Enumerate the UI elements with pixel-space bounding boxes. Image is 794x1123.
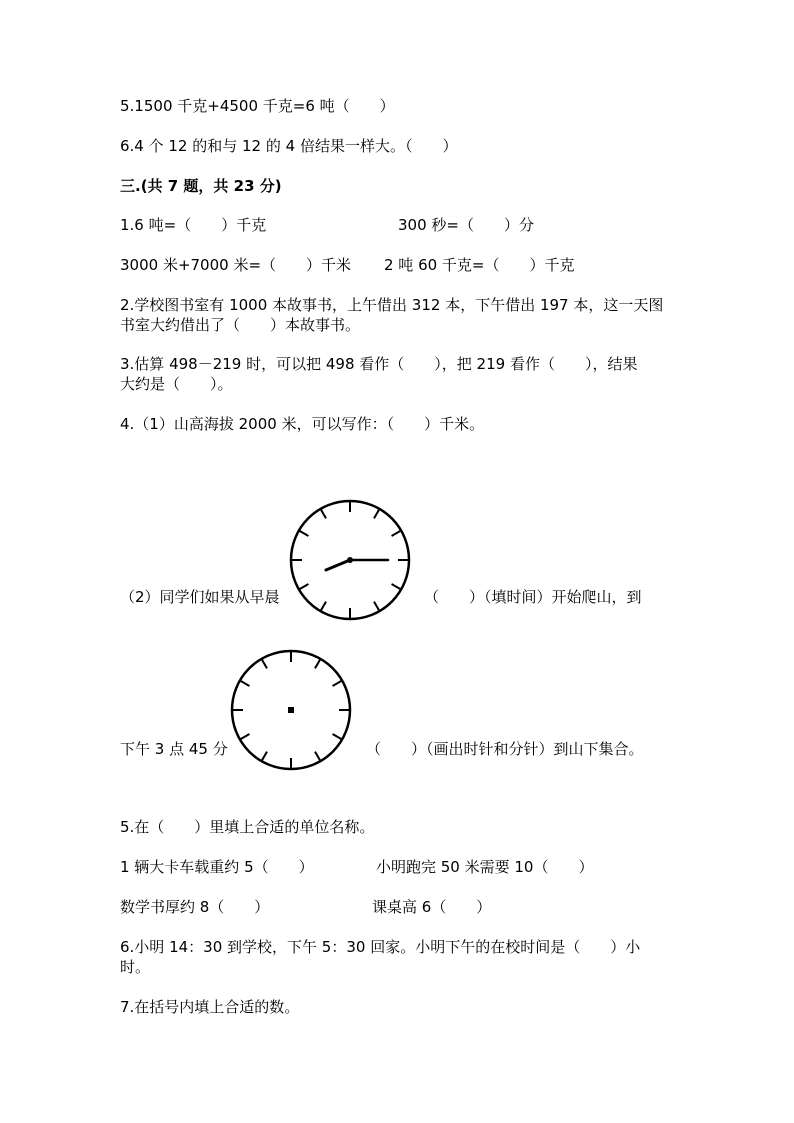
clock-center-dot <box>347 557 353 563</box>
question-6-line-2: 时。 <box>120 958 151 976</box>
question-1-part-d: 2 吨 60 千克=（ ）千克 <box>384 256 575 274</box>
question-4-part-3-left: 下午 3 点 45 分 <box>120 740 228 758</box>
question-5-part-b: 小明跑完 50 米需要 10（ ） <box>376 858 594 876</box>
question-7-title: 7.在括号内填上合适的数。 <box>120 998 300 1016</box>
question-2-line-1: 2.学校图书室有 1000 本故事书，上午借出 312 本，下午借出 197 本，这一天图 <box>120 296 664 314</box>
question-4-part-2-right: （ ）（填时间）开始爬山，到 <box>424 588 642 606</box>
clock-start-time <box>288 498 412 622</box>
question-2-line-2: 书室大约借出了（ ）本故事书。 <box>120 316 361 334</box>
question-5-title: 5.在（ ）里填上合适的单位名称。 <box>120 818 375 836</box>
judge-question-6: 6.4 个 12 的和与 12 的 4 倍结果一样大。（ ） <box>120 137 458 155</box>
clock-center-dot <box>288 707 294 713</box>
question-1-part-c: 3000 米+7000 米=（ ）千米 <box>120 256 352 274</box>
question-4-part-3-right: （ ）（画出时针和分针）到山下集合。 <box>366 740 644 758</box>
question-4-part-1: 4.（1）山高海拔 2000 米，可以写作：（ ）千米。 <box>120 415 485 433</box>
question-5-part-d: 课桌高 6（ ） <box>372 898 492 916</box>
question-4-part-2-left: （2）同学们如果从早晨 <box>120 588 280 606</box>
section-3-title: 三.(共 7 题，共 23 分) <box>120 177 282 195</box>
clock-blank-to-draw[interactable] <box>229 648 353 772</box>
question-5-part-c: 数学书厚约 8（ ） <box>120 898 270 916</box>
question-6-line-1: 6.小明 14：30 到学校，下午 5：30 回家。小明下午的在校时间是（ ）小 <box>120 938 641 956</box>
question-1-part-b: 300 秒=（ ）分 <box>398 216 534 234</box>
question-1-part-a: 1.6 吨=（ ）千克 <box>120 216 267 234</box>
judge-question-5: 5.1500 千克+4500 千克=6 吨（ ） <box>120 97 395 115</box>
question-5-part-a: 1 辆大卡车载重约 5（ ） <box>120 858 314 876</box>
question-3-line-1: 3.估算 498－219 时，可以把 498 看作（ ），把 219 看作（ ），结果 <box>120 355 638 373</box>
question-3-line-2: 大约是（ ）。 <box>120 375 233 393</box>
